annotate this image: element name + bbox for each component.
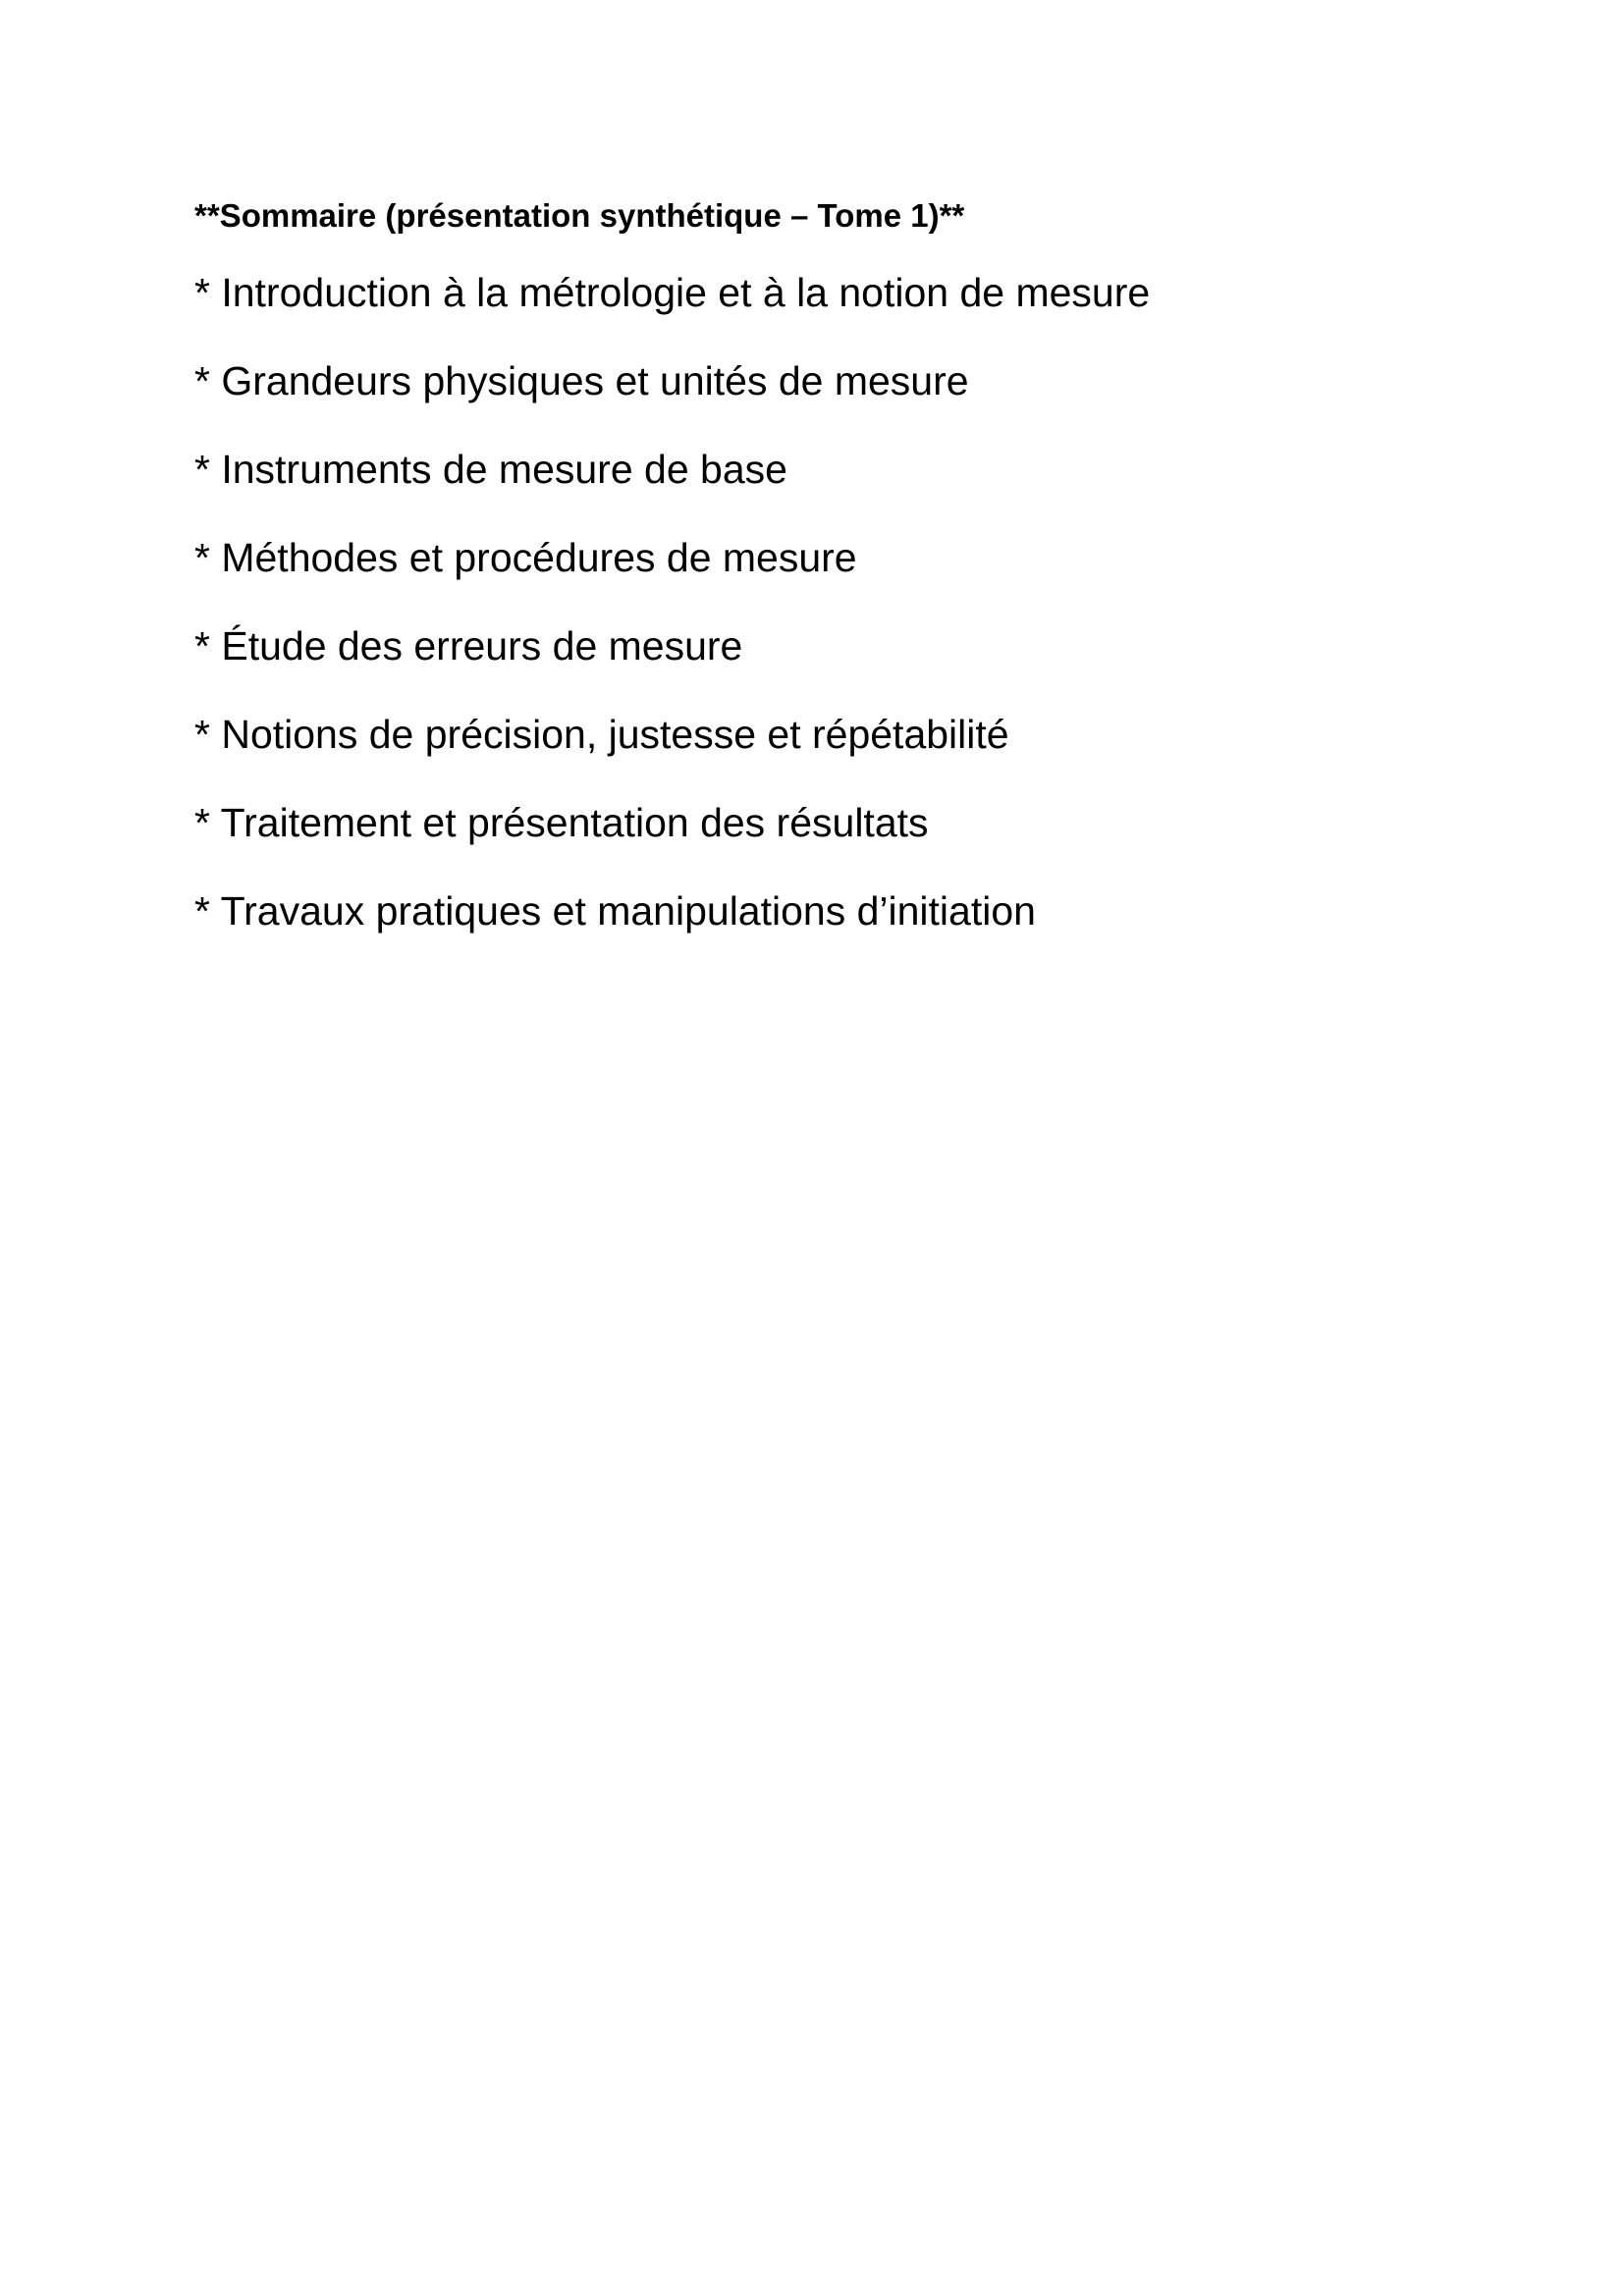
summary-item: * Instruments de mesure de base [194, 447, 787, 492]
summary-item: * Grandeurs physiques et unités de mesure [194, 358, 969, 403]
summary-item: * Notions de précision, justesse et répétabilité [194, 712, 1009, 757]
summary-list [194, 263, 1432, 940]
summary-item: * Étude des erreurs de mesure [194, 623, 743, 668]
summary-heading: **Sommaire (présentation synthétique – Tome 1)** [194, 197, 965, 234]
summary-item: * Méthodes et procédures de mesure [194, 535, 857, 580]
summary-item: * Travaux pratiques et manipulations d’initiation [194, 888, 1036, 934]
summary-item: * Introduction à la métrologie et à la notion de mesure [194, 270, 1151, 315]
summary-item: * Traitement et présentation des résultats [194, 800, 929, 845]
page-content [194, 192, 1432, 970]
